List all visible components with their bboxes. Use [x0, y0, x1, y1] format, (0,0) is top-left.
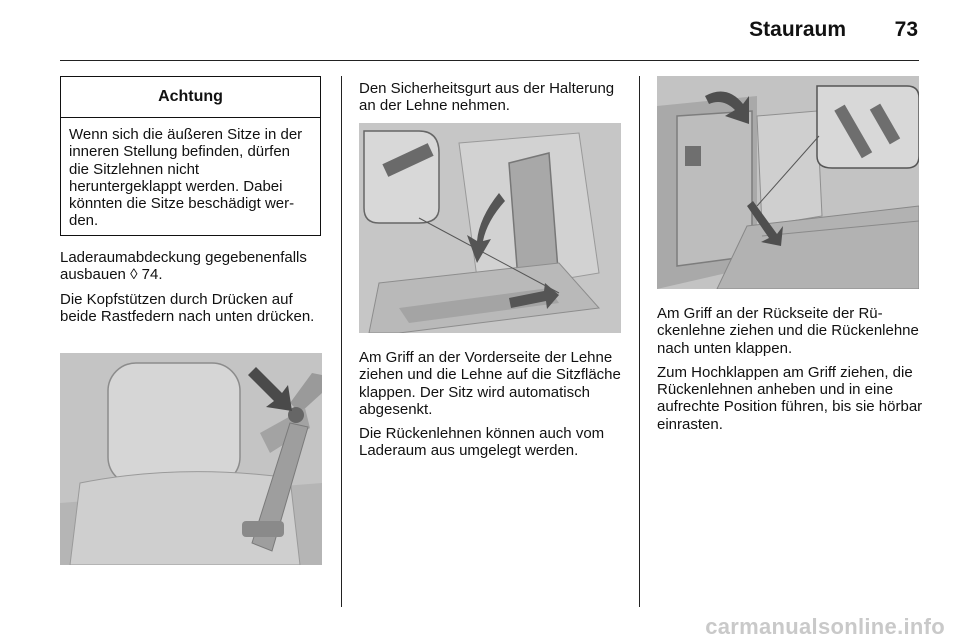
paragraph-headrests: Die Kopfstützen durch Drücken auf beide Rastfedern nach unten drücken.	[60, 290, 315, 325]
column-2-text-top	[359, 80, 621, 122]
front-backrest-svg	[359, 123, 621, 333]
rear-backrest-fold-illustration	[657, 76, 919, 289]
warning-heading: Achtung	[61, 77, 320, 118]
column-3-text	[657, 305, 927, 440]
paragraph-fold-rear: Am Griff an der Rückseite der Rückenlehne ziehen und die Rückenlehne nach unten klappen.	[657, 305, 919, 357]
column-divider-1	[341, 76, 342, 607]
column-1-text	[60, 249, 322, 332]
paragraph-cover-removal	[60, 249, 322, 284]
cross-reference-link[interactable]: 74.	[137, 266, 163, 284]
paragraph-fold-front: Am Griff an der Vorderseite der Lehne ziehen und die Lehne auf die Sitzfläche klappen. Der Sitz wird automatisch abgesenkt.	[359, 349, 621, 418]
arrow-ref-icon: ◊	[130, 266, 138, 284]
paragraph-fold-up: Zum Hochklappen am Griff ziehen, die Rückenlehnen anheben und in eine aufrechte Position führen, bis sie hörbar einrasten.	[657, 363, 923, 433]
watermark: carmanualsonline.info	[705, 614, 945, 639]
column-divider-2	[639, 76, 640, 607]
cover-removal-text: Laderaumabdeckung gegebenenfalls ausbauen	[60, 249, 307, 284]
headrest-svg	[60, 353, 322, 565]
headrest-illustration	[60, 353, 322, 565]
paragraph-seatbelt: Den Sicherheitsgurt aus der Halterung an der Lehne nehmen.	[359, 80, 615, 115]
paragraph-fold-from-cargo: Die Rückenlehnen können auch vom Laderaum aus umgelegt werden.	[359, 425, 605, 460]
rear-backrest-svg	[657, 76, 919, 289]
column-2-text-bottom	[359, 349, 629, 467]
page-number: 73	[894, 18, 918, 41]
header-divider	[60, 60, 919, 61]
page-title: Stauraum	[749, 18, 846, 41]
warning-text: Wenn sich die äußeren Sitze in der inneren Stellung befinden, dürfen die Sitzlehnen nicht heruntergeklappt werden. Dabei könnten die Sitze beschädigt werden.	[69, 126, 303, 230]
warning-box	[60, 76, 321, 236]
front-backrest-fold-illustration	[359, 123, 621, 333]
